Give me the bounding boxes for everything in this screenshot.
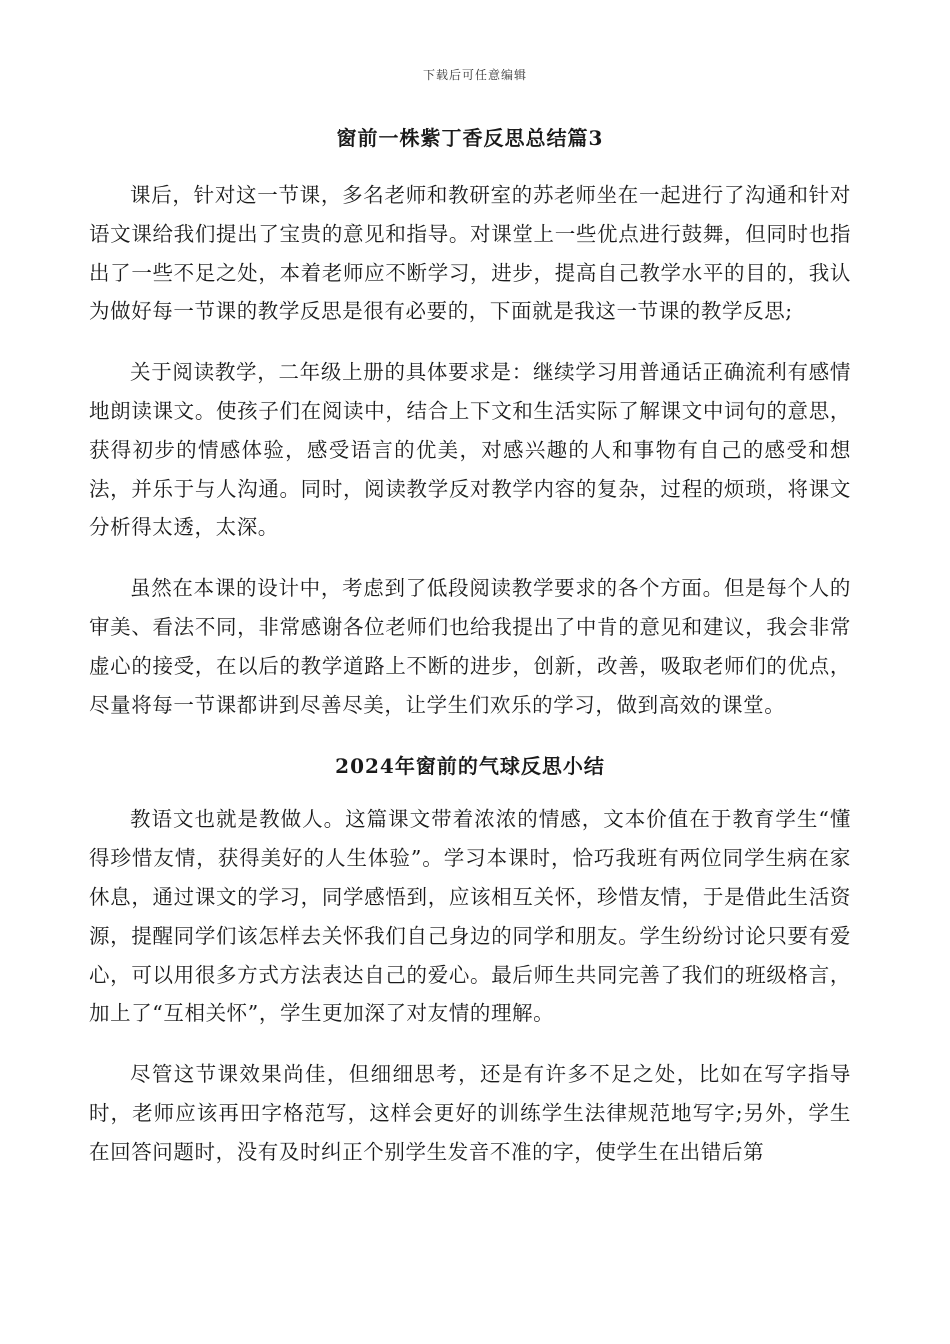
- document-body: [89, 118, 851, 1194]
- header-note: 下载后可任意编辑: [422, 68, 527, 82]
- paragraph: 尽管这节课效果尚佳，但细细思考，还是有许多不足之处，比如在写字指导时，老师应该再田字格范写，这样会更好的训练学生法律规范地写字;另外，学生在回答问题时，没有及时纠正个别学生发音不准的字，使学生在出错后第: [89, 1062, 851, 1164]
- paragraph: 关于阅读教学，二年级上册的具体要求是：继续学习用普通话正确流利有感情地朗读课文。使孩子们在阅读中，结合上下文和生活实际了解课文中词句的意思，获得初步的情感体验，感受语言的优美，对感兴趣的人和事物有自己的感受和想法，并乐于与人沟通。同时，阅读教学反对教学内容的复杂，过程的烦琐，将课文分析得太透，太深。: [89, 360, 851, 540]
- section-title: 窗前一株紫丁香反思总结篇3: [336, 126, 604, 150]
- paragraph: 课后，针对这一节课，多名老师和教研室的苏老师坐在一起进行了沟通和针对语文课给我们提出了宝贵的意见和指导。对课堂上一些优点进行鼓舞，但同时也指出了一些不足之处，本着老师应不断学习，进步，提高自己教学水平的目的，我认为做好每一节课的教学反思是很有必要的，下面就是我这一节课的教学反思;: [89, 183, 851, 324]
- paragraph: 教语文也就是教做人。这篇课文带着浓浓的情感，文本价值在于教育学生“懂得珍惜友情，获得美好的人生体验”。学习本课时，恰巧我班有两位同学生病在家休息，通过课文的学习，同学感悟到，应该相互关怀，珍惜友情，于是借此生活资源，提醒同学们该怎样去关怀我们自己身边的同学和朋友。学生纷纷讨论只要有爱心，可以用很多方式方法表达自己的爱心。最后师生共同完善了我们的班级格言，加上了“互相关怀”，学生更加深了对友情的理解。: [89, 807, 851, 1026]
- section-title: 2024年窗前的气球反思小结: [335, 754, 605, 779]
- paragraph: 虽然在本课的设计中，考虑到了低段阅读教学要求的各个方面。但是每个人的审美、看法不同，非常感谢各位老师们也给我提出了中肯的意见和建议，我会非常虚心的接受，在以后的教学道路上不断的进步，创新，改善，吸取老师们的优点，尽量将每一节课都讲到尽善尽美，让学生们欢乐的学习，做到高效的课堂。: [89, 576, 851, 717]
